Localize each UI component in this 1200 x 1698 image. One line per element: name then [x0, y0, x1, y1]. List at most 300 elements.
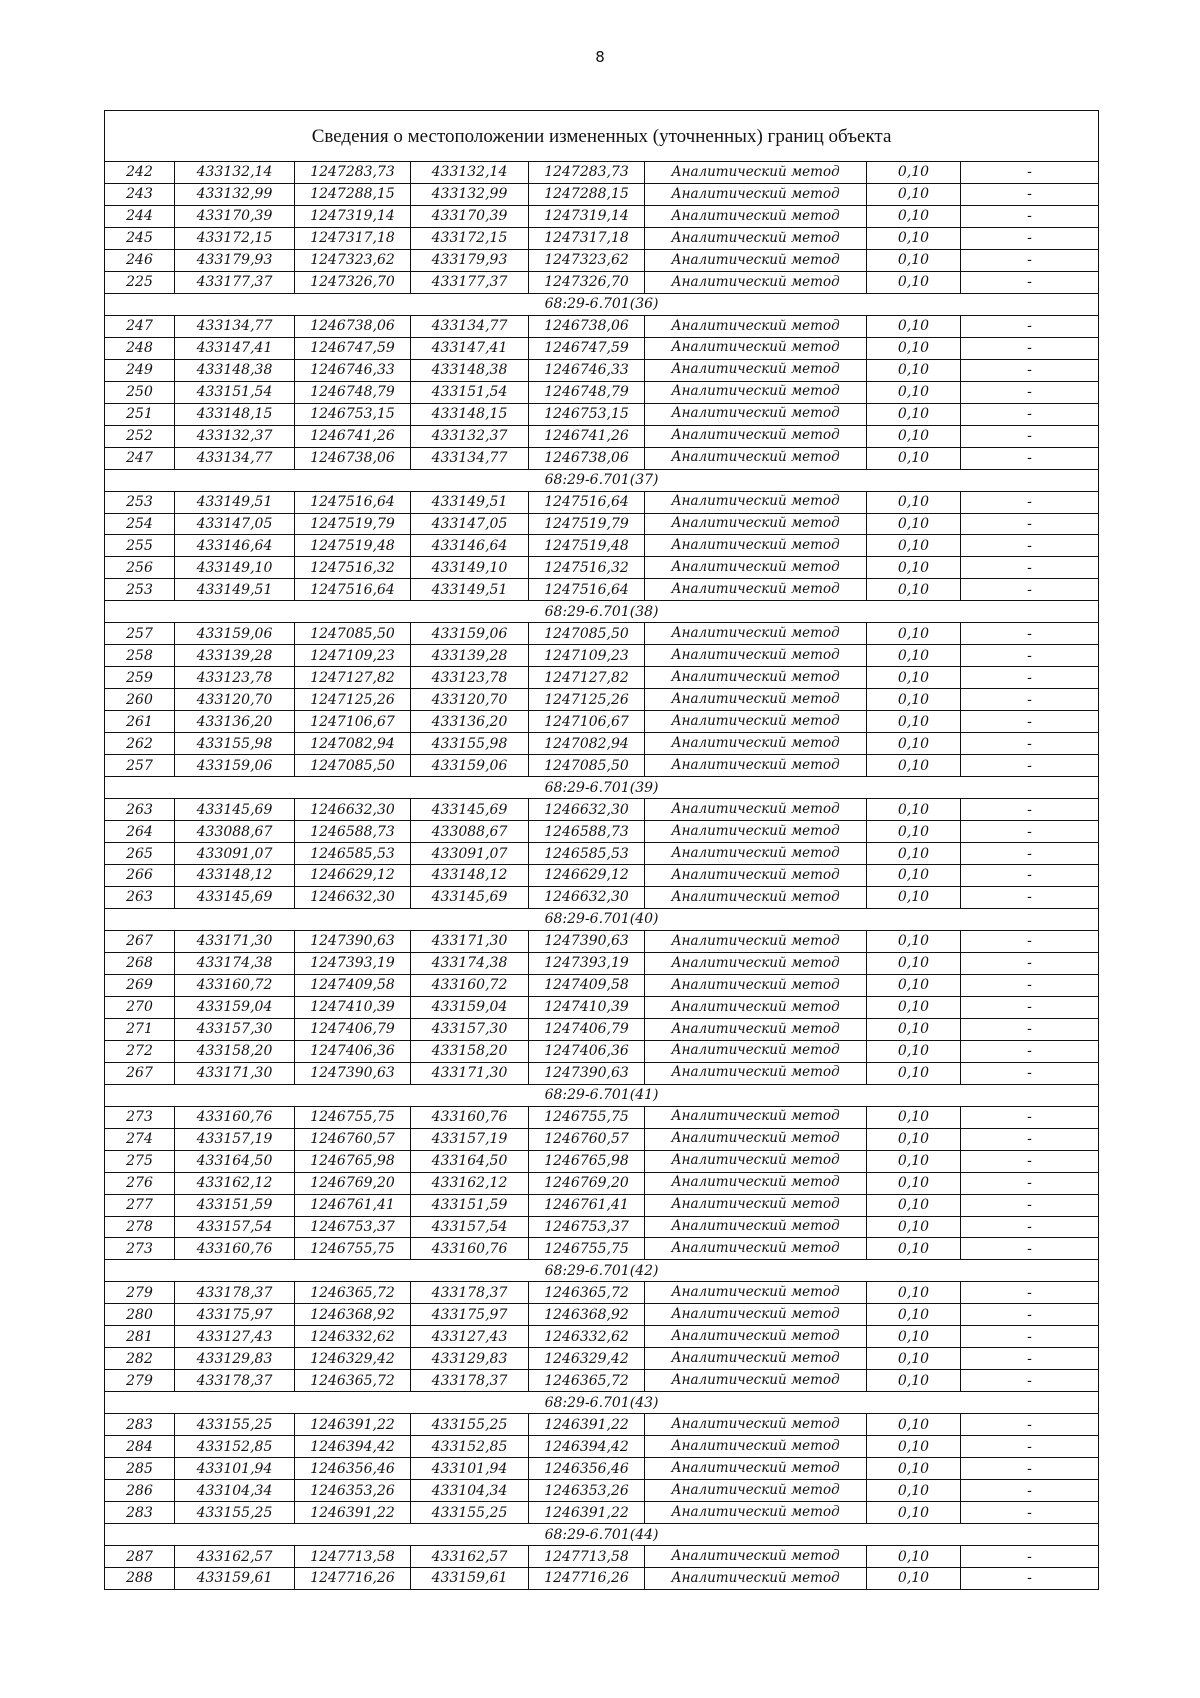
updated-y-cell: 1247288,15: [529, 183, 645, 205]
point-number-cell: 272: [105, 1040, 175, 1062]
existing-x-cell: 433159,04: [175, 996, 295, 1018]
note-cell: -: [961, 1106, 1099, 1128]
accuracy-cell: 0,10: [867, 952, 961, 974]
updated-x-cell: 433147,05: [411, 513, 529, 535]
note-cell: -: [961, 1458, 1099, 1480]
updated-y-cell: 1247390,63: [529, 930, 645, 952]
note-cell: -: [961, 1172, 1099, 1194]
existing-y-cell: 1246391,22: [295, 1502, 411, 1524]
updated-x-cell: 433145,69: [411, 799, 529, 821]
updated-x-cell: 433171,30: [411, 1062, 529, 1084]
point-number-cell: 253: [105, 579, 175, 601]
method-cell: Аналитический метод: [645, 623, 867, 645]
updated-x-cell: 433157,54: [411, 1216, 529, 1238]
note-cell: -: [961, 689, 1099, 711]
table-row: [105, 1480, 1099, 1502]
table-row: [105, 1458, 1099, 1480]
updated-y-cell: 1246394,42: [529, 1436, 645, 1458]
accuracy-cell: 0,10: [867, 1172, 961, 1194]
table-row: [105, 1370, 1099, 1392]
point-number-cell: 273: [105, 1238, 175, 1260]
updated-x-cell: 433104,34: [411, 1480, 529, 1502]
section-row: [105, 469, 1099, 491]
accuracy-cell: 0,10: [867, 821, 961, 843]
method-cell: Аналитический метод: [645, 1546, 867, 1568]
updated-y-cell: 1247125,26: [529, 689, 645, 711]
table-row: [105, 447, 1099, 469]
accuracy-cell: 0,10: [867, 1194, 961, 1216]
method-cell: Аналитический метод: [645, 403, 867, 425]
updated-y-cell: 1247390,63: [529, 1062, 645, 1084]
existing-y-cell: 1246329,42: [295, 1348, 411, 1370]
existing-x-cell: 433134,77: [175, 447, 295, 469]
point-number-cell: 285: [105, 1458, 175, 1480]
accuracy-cell: 0,10: [867, 711, 961, 733]
method-cell: Аналитический метод: [645, 667, 867, 689]
existing-x-cell: 433123,78: [175, 667, 295, 689]
accuracy-cell: 0,10: [867, 645, 961, 667]
note-cell: -: [961, 974, 1099, 996]
note-cell: -: [961, 1480, 1099, 1502]
point-number-cell: 261: [105, 711, 175, 733]
table-row: [105, 513, 1099, 535]
accuracy-cell: 0,10: [867, 271, 961, 293]
point-number-cell: 264: [105, 821, 175, 843]
note-cell: -: [961, 1128, 1099, 1150]
note-cell: -: [961, 227, 1099, 249]
updated-y-cell: 1246769,20: [529, 1172, 645, 1194]
updated-x-cell: 433160,72: [411, 974, 529, 996]
updated-x-cell: 433127,43: [411, 1326, 529, 1348]
accuracy-cell: 0,10: [867, 1040, 961, 1062]
note-cell: -: [961, 1348, 1099, 1370]
note-cell: -: [961, 996, 1099, 1018]
point-number-cell: 252: [105, 425, 175, 447]
point-number-cell: 281: [105, 1326, 175, 1348]
section-row: [105, 1084, 1099, 1106]
updated-y-cell: 1246738,06: [529, 315, 645, 337]
note-cell: -: [961, 623, 1099, 645]
note-cell: -: [961, 1436, 1099, 1458]
method-cell: Аналитический метод: [645, 315, 867, 337]
existing-y-cell: 1246769,20: [295, 1172, 411, 1194]
accuracy-cell: 0,10: [867, 249, 961, 271]
existing-x-cell: 433160,76: [175, 1238, 295, 1260]
existing-x-cell: 433149,51: [175, 491, 295, 513]
existing-y-cell: 1247326,70: [295, 271, 411, 293]
method-cell: Аналитический метод: [645, 1436, 867, 1458]
updated-x-cell: 433139,28: [411, 645, 529, 667]
existing-y-cell: 1247716,26: [295, 1568, 411, 1590]
existing-x-cell: 433160,72: [175, 974, 295, 996]
updated-y-cell: 1246747,59: [529, 337, 645, 359]
updated-x-cell: 433155,98: [411, 733, 529, 755]
note-cell: -: [961, 711, 1099, 733]
updated-y-cell: 1246368,92: [529, 1304, 645, 1326]
accuracy-cell: 0,10: [867, 1568, 961, 1590]
point-number-cell: 263: [105, 799, 175, 821]
existing-y-cell: 1247406,36: [295, 1040, 411, 1062]
updated-y-cell: 1246748,79: [529, 381, 645, 403]
accuracy-cell: 0,10: [867, 1458, 961, 1480]
existing-x-cell: 433148,15: [175, 403, 295, 425]
updated-x-cell: 433164,50: [411, 1150, 529, 1172]
updated-y-cell: 1247393,19: [529, 952, 645, 974]
updated-y-cell: 1246365,72: [529, 1370, 645, 1392]
updated-x-cell: 433172,15: [411, 227, 529, 249]
updated-x-cell: 433152,85: [411, 1436, 529, 1458]
method-cell: Аналитический метод: [645, 689, 867, 711]
existing-y-cell: 1247519,48: [295, 535, 411, 557]
updated-x-cell: 433158,20: [411, 1040, 529, 1062]
note-cell: -: [961, 535, 1099, 557]
section-label: 68:29-6.701(41): [105, 1084, 1099, 1106]
updated-y-cell: 1247106,67: [529, 711, 645, 733]
updated-x-cell: 433174,38: [411, 952, 529, 974]
updated-y-cell: 1246353,26: [529, 1480, 645, 1502]
note-cell: -: [961, 1062, 1099, 1084]
method-cell: Аналитический метод: [645, 1282, 867, 1304]
table-row: [105, 865, 1099, 887]
point-number-cell: 267: [105, 930, 175, 952]
method-cell: Аналитический метод: [645, 337, 867, 359]
method-cell: Аналитический метод: [645, 491, 867, 513]
accuracy-cell: 0,10: [867, 996, 961, 1018]
updated-x-cell: 433175,97: [411, 1304, 529, 1326]
section-label: 68:29-6.701(37): [105, 469, 1099, 491]
accuracy-cell: 0,10: [867, 886, 961, 908]
table-row: [105, 337, 1099, 359]
existing-y-cell: 1247319,14: [295, 205, 411, 227]
existing-y-cell: 1246353,26: [295, 1480, 411, 1502]
accuracy-cell: 0,10: [867, 1238, 961, 1260]
updated-y-cell: 1246632,30: [529, 886, 645, 908]
note-cell: -: [961, 755, 1099, 777]
existing-x-cell: 433091,07: [175, 843, 295, 865]
existing-x-cell: 433132,99: [175, 183, 295, 205]
note-cell: -: [961, 271, 1099, 293]
point-number-cell: 275: [105, 1150, 175, 1172]
table-row: [105, 249, 1099, 271]
accuracy-cell: 0,10: [867, 227, 961, 249]
accuracy-cell: 0,10: [867, 865, 961, 887]
point-number-cell: 268: [105, 952, 175, 974]
existing-y-cell: 1246755,75: [295, 1106, 411, 1128]
note-cell: -: [961, 1568, 1099, 1590]
note-cell: -: [961, 667, 1099, 689]
method-cell: Аналитический метод: [645, 1502, 867, 1524]
accuracy-cell: 0,10: [867, 1436, 961, 1458]
table-row: [105, 952, 1099, 974]
existing-x-cell: 433159,06: [175, 755, 295, 777]
existing-x-cell: 433179,93: [175, 249, 295, 271]
updated-x-cell: 433179,93: [411, 249, 529, 271]
method-cell: Аналитический метод: [645, 183, 867, 205]
accuracy-cell: 0,10: [867, 755, 961, 777]
point-number-cell: 251: [105, 403, 175, 425]
updated-y-cell: 1246629,12: [529, 865, 645, 887]
point-number-cell: 286: [105, 1480, 175, 1502]
existing-x-cell: 433147,05: [175, 513, 295, 535]
updated-y-cell: 1247713,58: [529, 1546, 645, 1568]
updated-x-cell: 433159,61: [411, 1568, 529, 1590]
method-cell: Аналитический метод: [645, 1348, 867, 1370]
accuracy-cell: 0,10: [867, 733, 961, 755]
existing-y-cell: 1246365,72: [295, 1370, 411, 1392]
accuracy-cell: 0,10: [867, 183, 961, 205]
accuracy-cell: 0,10: [867, 535, 961, 557]
point-number-cell: 246: [105, 249, 175, 271]
table-row: [105, 227, 1099, 249]
point-number-cell: 255: [105, 535, 175, 557]
existing-y-cell: 1246738,06: [295, 447, 411, 469]
note-cell: -: [961, 645, 1099, 667]
method-cell: Аналитический метод: [645, 1568, 867, 1590]
section-label: 68:29-6.701(42): [105, 1260, 1099, 1282]
updated-x-cell: 433160,76: [411, 1106, 529, 1128]
point-number-cell: 283: [105, 1502, 175, 1524]
existing-x-cell: 433159,06: [175, 623, 295, 645]
method-cell: Аналитический метод: [645, 1018, 867, 1040]
existing-y-cell: 1246755,75: [295, 1238, 411, 1260]
updated-x-cell: 433120,70: [411, 689, 529, 711]
note-cell: -: [961, 337, 1099, 359]
method-cell: Аналитический метод: [645, 381, 867, 403]
section-row: [105, 1260, 1099, 1282]
accuracy-cell: 0,10: [867, 359, 961, 381]
existing-y-cell: 1246738,06: [295, 315, 411, 337]
note-cell: -: [961, 1370, 1099, 1392]
existing-x-cell: 433101,94: [175, 1458, 295, 1480]
updated-y-cell: 1246753,37: [529, 1216, 645, 1238]
existing-x-cell: 433129,83: [175, 1348, 295, 1370]
existing-x-cell: 433127,43: [175, 1326, 295, 1348]
updated-x-cell: 433162,12: [411, 1172, 529, 1194]
existing-x-cell: 433171,30: [175, 930, 295, 952]
table-row: [105, 1062, 1099, 1084]
method-cell: Аналитический метод: [645, 996, 867, 1018]
method-cell: Аналитический метод: [645, 1238, 867, 1260]
method-cell: Аналитический метод: [645, 1370, 867, 1392]
method-cell: Аналитический метод: [645, 1414, 867, 1436]
method-cell: Аналитический метод: [645, 1062, 867, 1084]
table-row: [105, 1436, 1099, 1458]
note-cell: -: [961, 249, 1099, 271]
point-number-cell: 245: [105, 227, 175, 249]
accuracy-cell: 0,10: [867, 1502, 961, 1524]
accuracy-cell: 0,10: [867, 1282, 961, 1304]
existing-y-cell: 1247085,50: [295, 755, 411, 777]
note-cell: -: [961, 952, 1099, 974]
updated-y-cell: 1247127,82: [529, 667, 645, 689]
updated-y-cell: 1247319,14: [529, 205, 645, 227]
note-cell: -: [961, 425, 1099, 447]
note-cell: -: [961, 381, 1099, 403]
existing-y-cell: 1246761,41: [295, 1194, 411, 1216]
table-row: [105, 886, 1099, 908]
method-cell: Аналитический метод: [645, 974, 867, 996]
accuracy-cell: 0,10: [867, 1546, 961, 1568]
existing-x-cell: 433145,69: [175, 799, 295, 821]
note-cell: -: [961, 1018, 1099, 1040]
existing-y-cell: 1247085,50: [295, 623, 411, 645]
section-label: 68:29-6.701(44): [105, 1524, 1099, 1546]
note-cell: -: [961, 1502, 1099, 1524]
method-cell: Аналитический метод: [645, 711, 867, 733]
updated-y-cell: 1246585,53: [529, 843, 645, 865]
existing-x-cell: 433147,41: [175, 337, 295, 359]
point-number-cell: 274: [105, 1128, 175, 1150]
point-number-cell: 278: [105, 1216, 175, 1238]
accuracy-cell: 0,10: [867, 1304, 961, 1326]
updated-x-cell: 433147,41: [411, 337, 529, 359]
method-cell: Аналитический метод: [645, 249, 867, 271]
updated-y-cell: 1247283,73: [529, 162, 645, 184]
updated-x-cell: 433157,19: [411, 1128, 529, 1150]
updated-y-cell: 1246765,98: [529, 1150, 645, 1172]
table-row: [105, 689, 1099, 711]
method-cell: Аналитический метод: [645, 1128, 867, 1150]
existing-x-cell: 433145,69: [175, 886, 295, 908]
accuracy-cell: 0,10: [867, 513, 961, 535]
existing-y-cell: 1246394,42: [295, 1436, 411, 1458]
method-cell: Аналитический метод: [645, 755, 867, 777]
section-row: [105, 908, 1099, 930]
existing-y-cell: 1246748,79: [295, 381, 411, 403]
table-row: [105, 755, 1099, 777]
updated-x-cell: 433160,76: [411, 1238, 529, 1260]
existing-y-cell: 1247516,32: [295, 557, 411, 579]
table-row: [105, 733, 1099, 755]
accuracy-cell: 0,10: [867, 1370, 961, 1392]
point-number-cell: 267: [105, 1062, 175, 1084]
method-cell: Аналитический метод: [645, 1458, 867, 1480]
existing-y-cell: 1246629,12: [295, 865, 411, 887]
table-row: [105, 843, 1099, 865]
method-cell: Аналитический метод: [645, 1040, 867, 1062]
existing-x-cell: 433178,37: [175, 1370, 295, 1392]
existing-y-cell: 1247082,94: [295, 733, 411, 755]
point-number-cell: 244: [105, 205, 175, 227]
accuracy-cell: 0,10: [867, 162, 961, 184]
updated-y-cell: 1246356,46: [529, 1458, 645, 1480]
updated-y-cell: 1247085,50: [529, 623, 645, 645]
updated-y-cell: 1246760,57: [529, 1128, 645, 1150]
method-cell: Аналитический метод: [645, 952, 867, 974]
existing-y-cell: 1247713,58: [295, 1546, 411, 1568]
existing-y-cell: 1246753,37: [295, 1216, 411, 1238]
note-cell: -: [961, 183, 1099, 205]
accuracy-cell: 0,10: [867, 1018, 961, 1040]
existing-x-cell: 433158,20: [175, 1040, 295, 1062]
existing-x-cell: 433155,25: [175, 1414, 295, 1436]
note-cell: -: [961, 886, 1099, 908]
method-cell: Аналитический метод: [645, 205, 867, 227]
updated-y-cell: 1247082,94: [529, 733, 645, 755]
table-row: [105, 315, 1099, 337]
updated-y-cell: 1247519,79: [529, 513, 645, 535]
updated-y-cell: 1246738,06: [529, 447, 645, 469]
page-number: 8: [595, 48, 605, 66]
method-cell: Аналитический метод: [645, 1106, 867, 1128]
method-cell: Аналитический метод: [645, 425, 867, 447]
existing-y-cell: 1246765,98: [295, 1150, 411, 1172]
note-cell: -: [961, 1282, 1099, 1304]
method-cell: Аналитический метод: [645, 843, 867, 865]
point-number-cell: 279: [105, 1370, 175, 1392]
updated-x-cell: 433136,20: [411, 711, 529, 733]
existing-x-cell: 433157,19: [175, 1128, 295, 1150]
method-cell: Аналитический метод: [645, 1326, 867, 1348]
point-number-cell: 288: [105, 1568, 175, 1590]
method-cell: Аналитический метод: [645, 1172, 867, 1194]
table-row: [105, 1106, 1099, 1128]
existing-x-cell: 433149,10: [175, 557, 295, 579]
existing-x-cell: 433151,54: [175, 381, 295, 403]
table-title-row: [105, 111, 1099, 162]
existing-y-cell: 1247409,58: [295, 974, 411, 996]
updated-y-cell: 1246761,41: [529, 1194, 645, 1216]
note-cell: -: [961, 579, 1099, 601]
existing-x-cell: 433120,70: [175, 689, 295, 711]
updated-y-cell: 1247410,39: [529, 996, 645, 1018]
existing-x-cell: 433171,30: [175, 1062, 295, 1084]
method-cell: Аналитический метод: [645, 513, 867, 535]
note-cell: -: [961, 930, 1099, 952]
updated-x-cell: 433177,37: [411, 271, 529, 293]
existing-x-cell: 433162,12: [175, 1172, 295, 1194]
existing-y-cell: 1246746,33: [295, 359, 411, 381]
table-row: [105, 1282, 1099, 1304]
table-row: [105, 271, 1099, 293]
point-number-cell: 260: [105, 689, 175, 711]
point-number-cell: 248: [105, 337, 175, 359]
point-number-cell: 259: [105, 667, 175, 689]
point-number-cell: 287: [105, 1546, 175, 1568]
existing-x-cell: 433160,76: [175, 1106, 295, 1128]
existing-x-cell: 433157,30: [175, 1018, 295, 1040]
table-row: [105, 491, 1099, 513]
existing-x-cell: 433152,85: [175, 1436, 295, 1458]
accuracy-cell: 0,10: [867, 315, 961, 337]
table-row: [105, 381, 1099, 403]
updated-x-cell: 433101,94: [411, 1458, 529, 1480]
point-number-cell: 277: [105, 1194, 175, 1216]
note-cell: -: [961, 315, 1099, 337]
note-cell: -: [961, 1238, 1099, 1260]
updated-y-cell: 1246588,73: [529, 821, 645, 843]
updated-y-cell: 1246365,72: [529, 1282, 645, 1304]
existing-y-cell: 1247390,63: [295, 930, 411, 952]
existing-x-cell: 433132,14: [175, 162, 295, 184]
accuracy-cell: 0,10: [867, 447, 961, 469]
updated-x-cell: 433149,10: [411, 557, 529, 579]
method-cell: Аналитический метод: [645, 1216, 867, 1238]
table-row: [105, 1172, 1099, 1194]
updated-x-cell: 433157,30: [411, 1018, 529, 1040]
existing-y-cell: 1247283,73: [295, 162, 411, 184]
point-number-cell: 284: [105, 1436, 175, 1458]
updated-y-cell: 1247109,23: [529, 645, 645, 667]
table-row: [105, 425, 1099, 447]
note-cell: -: [961, 821, 1099, 843]
table-row: [105, 1238, 1099, 1260]
updated-y-cell: 1247519,48: [529, 535, 645, 557]
point-number-cell: 249: [105, 359, 175, 381]
section-label: 68:29-6.701(39): [105, 777, 1099, 799]
existing-x-cell: 433151,59: [175, 1194, 295, 1216]
note-cell: -: [961, 403, 1099, 425]
